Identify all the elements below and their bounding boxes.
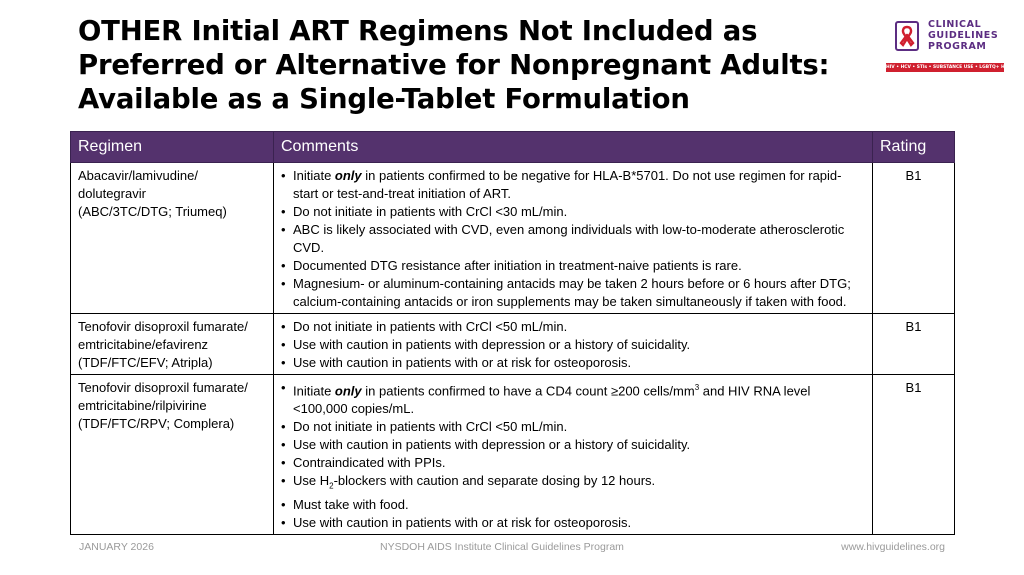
regimen-line: (TDF/FTC/RPV; Complera) <box>78 416 235 431</box>
bullet-icon: • <box>281 473 286 489</box>
regimen-line: Abacavir/lamivudine/ <box>78 168 198 183</box>
comment-item: • Use with caution in patients with or at risk for osteoporosis. <box>281 514 632 530</box>
comment-item: • Use $H_2$-blockers with caution and separate dosing by 12 hours. <box>281 473 656 491</box>
comment-item: • Must take with food. <box>281 496 409 512</box>
regimens-table <box>70 131 955 535</box>
regimen-cell <box>71 314 274 375</box>
table-row <box>71 375 955 535</box>
bullet-icon: • <box>281 276 286 291</box>
logo-wordmark <box>928 19 998 52</box>
regimen-line: emtricitabine/efavirenz <box>78 337 209 352</box>
comment-list <box>281 318 865 372</box>
title-line-2: Preferred or Alternative for Nonpregnant Adults: <box>78 49 830 81</box>
red-ribbon-icon <box>900 26 914 46</box>
header-regimen: Regimen <box>71 132 274 163</box>
comment-item: • Magnesium- or aluminum-containing antacids may be taken 2 hours before or 6 hours after DTG; calcium-containing antacids or iron supplements may be taken simultaneously if taken with food. <box>281 276 851 309</box>
comments-cell <box>274 163 873 314</box>
rating-cell: B1 <box>873 163 955 314</box>
comment-item: • Use with caution in patients with depression or a history of suicidality. <box>281 337 691 352</box>
regimen-line: dolutegravir <box>78 186 146 201</box>
comments-cell <box>274 375 873 535</box>
title-line-3: Available as a Single-Tablet Formulation <box>78 83 690 115</box>
regimen-cell <box>71 163 274 314</box>
bullet-icon: • <box>281 496 286 512</box>
bullet-icon: • <box>281 380 286 395</box>
comment-item: • Do not initiate in patients with CrCl <50 mL/min. <box>281 419 568 435</box>
comment-list <box>281 379 865 532</box>
comment-item: • Documented DTG resistance after initiation in treatment-naive patients is rare. <box>281 258 742 273</box>
table-row <box>71 314 955 375</box>
bullet-icon: • <box>281 258 286 273</box>
footer-date: JANUARY 2026 <box>79 541 154 553</box>
regimen-line: emtricitabine/rilpivirine <box>78 398 207 413</box>
rating-cell: B1 <box>873 314 955 375</box>
logo-line-3: PROGRAM <box>928 41 987 52</box>
bullet-icon: • <box>281 204 286 219</box>
table-header-row <box>71 132 955 163</box>
bullet-icon: • <box>281 319 286 334</box>
comments-cell <box>274 314 873 375</box>
header-comments: Comments <box>274 132 873 163</box>
logo-line-2: GUIDELINES <box>928 30 999 41</box>
comment-item: • Do not initiate in patients with CrCl <30 mL/min. <box>281 204 568 219</box>
bullet-icon: • <box>281 437 286 453</box>
bullet-icon: • <box>281 168 286 183</box>
footer-program: NYSDOH AIDS Institute Clinical Guidelines Program <box>380 541 624 553</box>
regimen-line: Tenofovir disoproxil fumarate/ <box>78 319 248 334</box>
table-row <box>71 163 955 314</box>
footer-url-link[interactable]: www.hivguidelines.org <box>841 541 945 553</box>
bullet-icon: • <box>281 514 286 530</box>
comment-list <box>281 167 865 311</box>
comment-item: • ABC is likely associated with CVD, even among individuals with low-to-moderate atherosclerotic CVD. <box>281 222 845 255</box>
comment-item: • Use with caution in patients with depression or a history of suicidality. <box>281 437 691 453</box>
bullet-icon: • <box>281 355 286 370</box>
comment-item: • Initiate only in patients confirmed to be negative for HLA-B*5701. Do not use regimen for rapid-start or test-and-treat initiation of ART. <box>281 168 842 201</box>
comment-item: • Initiate only in patients confirmed to have a CD4 count ≥200 cells/$mm^3$ and HIV RNA level <100,000 copies/mL. <box>281 380 811 417</box>
bullet-icon: • <box>281 337 286 352</box>
regimen-cell <box>71 375 274 535</box>
logo-tagline: HIV • HCV • STIs • SUBSTANCE USE • LGBTQ+ HEALTH <box>886 65 1020 70</box>
rating-cell: B1 <box>873 375 955 535</box>
bullet-icon: • <box>281 222 286 237</box>
logo-line-1: CLINICAL <box>928 19 982 30</box>
regimen-line: Tenofovir disoproxil fumarate/ <box>78 380 248 395</box>
title-line-1: OTHER Initial ART Regimens Not Included as <box>78 15 758 47</box>
regimen-line: (TDF/FTC/EFV; Atripla) <box>78 355 213 370</box>
regimen-line: (ABC/3TC/DTG; Triumeq) <box>78 204 227 219</box>
bullet-icon: • <box>281 419 286 435</box>
header-rating: Rating <box>873 132 955 163</box>
clinical-guidelines-program-logo <box>886 18 1020 76</box>
bullet-icon: • <box>281 455 286 471</box>
comment-item: • Contraindicated with PPIs. <box>281 455 446 471</box>
comment-item: • Use with caution in patients with or at risk for osteoporosis. <box>281 355 632 370</box>
logo-ribbon-box <box>895 21 919 51</box>
page-title <box>78 14 878 116</box>
comment-item: • Do not initiate in patients with CrCl <50 mL/min. <box>281 319 568 334</box>
